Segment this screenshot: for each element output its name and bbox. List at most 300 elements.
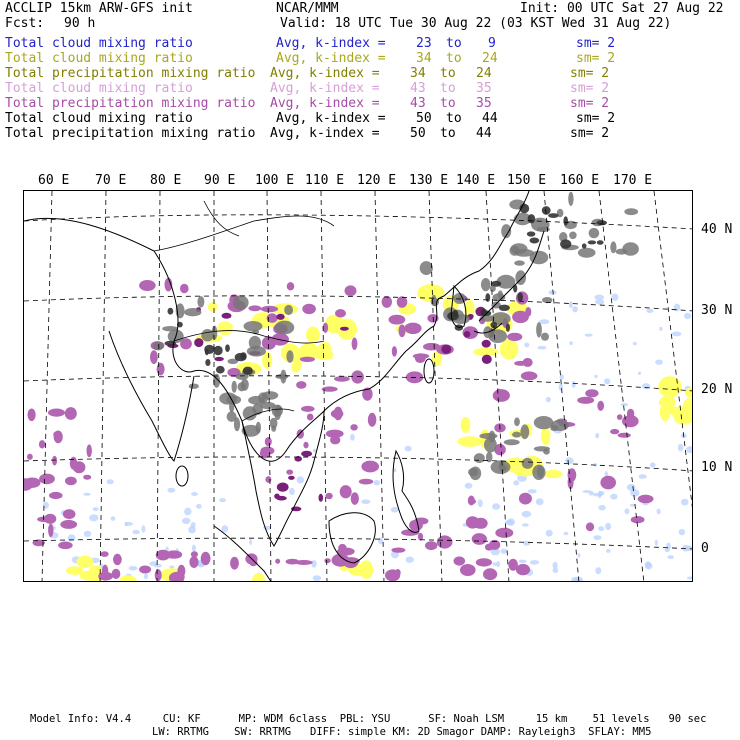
layer-purple-patch [631, 516, 645, 523]
layer-purple-patch [331, 409, 344, 418]
layer-low-patch [391, 507, 399, 513]
layer-gray-patch [420, 261, 433, 275]
layer-low-patch [297, 476, 304, 483]
layer-low-patch [655, 360, 663, 365]
layer-purple-patch [460, 564, 476, 576]
lon-label: 140 E [456, 173, 496, 188]
field-k1: 50 [410, 126, 426, 141]
lon-label: 120 E [357, 173, 397, 188]
layer-gray-patch [512, 432, 521, 438]
layer-gray-patch [244, 321, 263, 332]
field-avg: Avg, k-index = [276, 36, 386, 51]
layer-low-patch [565, 457, 574, 464]
layer-purple-patch [301, 406, 315, 412]
layer-gray-patch [286, 350, 293, 363]
layer-purple-patch [351, 492, 359, 505]
layer-low-patch [686, 446, 693, 453]
layer-low-patch [522, 511, 532, 518]
map-panel [23, 190, 693, 582]
layer-purple-patch [454, 556, 466, 565]
layer-low-patch [630, 504, 635, 507]
layer-low-patch [111, 516, 116, 521]
layer-low-patch [83, 493, 91, 496]
layer-low-patch [667, 555, 674, 559]
layer-purple-patch [288, 476, 295, 480]
layer-purple-patch [139, 280, 156, 291]
layer-yellow-patch [417, 284, 444, 302]
layer-purple-patch [112, 569, 121, 579]
layer-purple-patch [319, 494, 324, 502]
layer-purple-patch [525, 307, 531, 317]
field-k1: 43 [410, 81, 426, 96]
layer-purple-patch [265, 437, 272, 446]
layer-purple-patch [350, 424, 357, 430]
layer-gray-patch [243, 367, 253, 375]
layer-gray-patch [205, 359, 210, 366]
layer-gray-patch [197, 296, 204, 307]
field-avg: Avg, k-index = [270, 96, 380, 111]
layer-gray-patch [597, 240, 604, 245]
field-avg: Avg, k-index = [270, 66, 380, 81]
layer-purple-patch [391, 548, 405, 553]
layer-gray-patch [275, 321, 295, 335]
layer-purple-patch [597, 401, 604, 411]
layer-low-patch [546, 530, 553, 537]
layer-purple-patch [441, 345, 451, 354]
field-sm: sm= 2 [570, 96, 610, 111]
layer-gray-patch [233, 295, 249, 310]
layer-low-patch [196, 504, 202, 509]
layer-purple-patch [519, 493, 532, 505]
layer-low-patch [612, 294, 619, 301]
layer-purple-patch [87, 444, 92, 457]
layer-purple-patch [483, 568, 497, 580]
layer-purple-patch [397, 296, 408, 308]
field-k2: 35 [476, 96, 492, 111]
layer-low-patch [659, 327, 662, 331]
layer-low-patch [129, 566, 138, 571]
layer-low-patch [478, 499, 483, 507]
layer-gray-patch [162, 326, 178, 331]
layer-low-patch [538, 346, 547, 350]
layer-gray-patch [541, 333, 549, 341]
layer-low-patch [523, 541, 530, 546]
layer-gray-patch [548, 213, 559, 218]
layer-gray-patch [578, 248, 596, 258]
layer-purple-patch [586, 522, 594, 531]
layer-purple-patch [516, 564, 530, 575]
layer-low-patch [593, 535, 601, 540]
lat-label: 20 N [701, 382, 733, 397]
layer-low-patch [687, 576, 693, 579]
org-label: NCAR/MMM [276, 1, 339, 16]
layer-purple-patch [157, 363, 165, 376]
field-k2: 9 [488, 36, 496, 51]
layer-purple-patch [359, 479, 373, 485]
layer-purple-patch [413, 353, 429, 358]
layer-yellow-patch [293, 359, 301, 371]
layer-gray-patch [214, 346, 223, 355]
layer-low-patch [672, 332, 682, 337]
title: ACCLIP 15km ARW-GFS init [5, 1, 193, 16]
layer-low-patch [313, 575, 322, 581]
layer-purple-patch [345, 285, 357, 296]
layer-low-patch [633, 342, 637, 345]
layer-low-patch [594, 295, 604, 301]
layer-low-patch [378, 537, 383, 544]
layer-gray-patch [168, 308, 174, 315]
layer-low-patch [522, 523, 529, 526]
layer-purple-patch [261, 306, 278, 312]
layer-yellow-patch [119, 575, 136, 582]
layer-purple-patch [276, 496, 287, 501]
field-k2: 24 [482, 51, 498, 66]
layer-purple-patch [404, 323, 421, 334]
layer-low-patch [569, 301, 573, 308]
layer-gray-patch [532, 465, 545, 480]
layer-gray-patch [514, 260, 525, 265]
layer-low-patch [89, 514, 98, 521]
layer-purple-patch [60, 520, 77, 529]
layer-low-patch [501, 549, 507, 554]
layer-low-patch [599, 491, 605, 496]
layer-low-patch [249, 539, 252, 545]
layer-low-patch [528, 489, 537, 493]
layer-low-patch [681, 499, 689, 506]
layer-low-patch [191, 492, 198, 496]
layer-gray-patch [431, 295, 436, 306]
layer-low-patch [132, 530, 140, 534]
layer-gray-patch [624, 208, 638, 215]
layer-low-patch [687, 546, 693, 551]
layer-low-patch [546, 397, 551, 402]
layer-low-patch [589, 491, 594, 496]
layer-low-patch [621, 403, 629, 406]
meridian-80e [157, 191, 160, 582]
layer-purple-patch [437, 535, 453, 548]
field-avg: Avg, k-index = [276, 51, 386, 66]
field-k2: 44 [482, 111, 498, 126]
layer-low-patch [539, 319, 549, 324]
layer-low-patch [595, 433, 599, 438]
layer-purple-patch [326, 430, 344, 438]
field-name: Total cloud mixing ratio [5, 111, 193, 126]
layer-gray-patch [622, 242, 639, 256]
layer-low-patch [638, 372, 641, 376]
layer-yellow-patch [359, 560, 373, 578]
layer-purple-patch [361, 461, 379, 473]
field-k2: 24 [476, 66, 492, 81]
field-sm: sm= 2 [570, 126, 610, 141]
layer-gray-patch [514, 249, 534, 257]
layer-low-patch [144, 574, 148, 580]
layer-purple-patch [28, 409, 36, 422]
layer-purple-patch [476, 558, 492, 566]
field-k1: 34 [416, 51, 432, 66]
field-name: Total precipitation mixing ratio [5, 126, 256, 141]
layer-purple-patch [113, 554, 122, 565]
layer-yellow-patch [461, 417, 471, 433]
layer-purple-patch [222, 313, 232, 319]
layer-purple-patch [399, 325, 406, 338]
layer-low-patch [492, 503, 500, 510]
layer-gray-patch [534, 416, 554, 429]
layer-gray-patch [189, 384, 199, 389]
layer-gray-patch [589, 228, 600, 238]
layer-gray-patch [530, 238, 540, 244]
layer-low-patch [406, 557, 414, 563]
layer-purple-patch [466, 516, 479, 528]
layer-purple-patch [472, 533, 487, 545]
layer-purple-patch [27, 454, 33, 460]
parallel-30n [24, 296, 693, 311]
layer-purple-patch [189, 556, 198, 568]
layer-gray-patch [563, 216, 568, 225]
layer-low-patch [639, 474, 647, 479]
layer-purple-patch [24, 478, 41, 488]
layer-yellow-patch [208, 302, 218, 312]
field-sm: sm= 2 [576, 111, 616, 126]
layer-low-patch [563, 532, 568, 536]
layer-gray-patch [569, 232, 577, 240]
layer-gray-patch [284, 305, 293, 315]
layer-purple-patch [485, 544, 493, 551]
layer-purple-patch [70, 457, 77, 470]
layer-purple-patch [39, 440, 45, 448]
layer-gray-patch [588, 240, 597, 244]
field-sm: sm= 2 [576, 51, 616, 66]
layer-purple-patch [177, 573, 185, 582]
layer-purple-patch [302, 304, 316, 314]
layer-gray-patch [235, 353, 247, 361]
layer-low-patch [624, 508, 629, 514]
layer-purple-patch [610, 429, 619, 434]
parallel-10n [24, 457, 693, 471]
layer-low-patch [149, 561, 158, 566]
layer-purple-patch [65, 407, 77, 420]
layer-purple-patch [194, 338, 203, 347]
coastline-srilanka [176, 466, 188, 486]
layer-purple-patch [180, 284, 189, 294]
layer-yellow-patch [458, 436, 483, 447]
lon-label: 130 E [409, 173, 449, 188]
layer-purple-patch [287, 282, 295, 290]
layer-low-patch [374, 480, 380, 485]
layer-purple-patch [368, 413, 377, 427]
lon-label: 160 E [560, 173, 600, 188]
lon-label: 110 E [305, 173, 345, 188]
field-k1: 23 [416, 36, 432, 51]
layer-gray-patch [247, 346, 266, 357]
field-to: to [440, 126, 456, 141]
layer-low-patch [650, 462, 656, 467]
coastline-sumatra [214, 526, 272, 582]
lon-label: 60 E [38, 173, 70, 188]
layer-low-patch [219, 498, 226, 502]
layer-gray-patch [452, 310, 458, 317]
fcst-value: 90 h [64, 16, 96, 31]
layer-gray-patch [520, 424, 529, 439]
layer-purple-patch [150, 350, 158, 364]
layer-low-patch [595, 567, 601, 574]
layer-purple-patch [296, 381, 306, 389]
layer-yellow-patch [318, 343, 327, 359]
layer-purple-patch [260, 447, 274, 455]
layer-gray-patch [514, 417, 520, 426]
layer-yellow-patch [218, 321, 233, 335]
layer-gray-patch [491, 281, 501, 287]
model-info-line2: LW: RRTMG SW: RRTMG DIFF: simple KM: 2D Smagor DAMP: Rayleigh3 SFLAY: MM5 [152, 726, 652, 738]
layer-gray-patch [234, 417, 240, 431]
layer-gray-patch [568, 192, 573, 206]
layer-gray-patch [582, 243, 587, 248]
layer-gray-patch [216, 366, 225, 374]
fcst-label: Fcst: [5, 16, 45, 31]
model-info-line1: Model Info: V4.4 CU: KF MP: WDM 6class PBL: YSU SF: Noah LSM 15 km 51 levels 90 sec [30, 713, 707, 725]
field-avg: Avg, k-index = [270, 81, 380, 96]
field-to: to [440, 96, 456, 111]
layer-low-patch [182, 518, 191, 524]
layer-gray-patch [506, 323, 510, 331]
layer-purple-patch [618, 433, 631, 438]
layer-purple-patch [65, 477, 77, 486]
field-sm: sm= 2 [576, 36, 616, 51]
layer-low-patch [68, 534, 76, 541]
layer-purple-patch [63, 509, 76, 519]
layer-purple-patch [600, 476, 616, 490]
layer-low-patch [350, 434, 355, 441]
init-time: Init: 00 UTC Sat 27 Aug 22 [520, 1, 724, 16]
layer-low-patch [465, 483, 473, 489]
layer-low-patch [605, 523, 611, 530]
layer-yellow-patch [544, 470, 562, 478]
field-name: Total cloud mixing ratio [5, 51, 193, 66]
layer-gray-patch [596, 220, 607, 225]
layer-purple-patch [52, 456, 57, 466]
lat-label: 40 N [701, 222, 733, 237]
lon-label: 90 E [204, 173, 236, 188]
layer-low-patch [507, 518, 515, 526]
layer-purple-patch [166, 550, 183, 558]
layer-gray-patch [560, 239, 571, 248]
layer-gray-patch [551, 420, 569, 431]
layer-low-patch [572, 306, 578, 312]
field-sm: sm= 2 [570, 66, 610, 81]
layer-purple-patch [325, 493, 332, 499]
layer-purple-patch [277, 483, 289, 492]
layer-low-patch [548, 290, 556, 294]
field-name: Total cloud mixing ratio [5, 36, 193, 51]
layer-low-patch [405, 446, 412, 452]
meridian-110e [321, 191, 327, 582]
layer-low-patch [572, 381, 576, 388]
layer-gray-patch [232, 381, 237, 393]
lon-label: 150 E [507, 173, 547, 188]
layer-purple-patch [392, 346, 397, 357]
layer-purple-patch [340, 327, 349, 331]
layer-purple-patch [265, 476, 271, 483]
layer-low-patch [553, 568, 559, 573]
field-k1: 43 [410, 96, 426, 111]
layer-yellow-patch [252, 573, 265, 582]
layer-purple-patch [83, 475, 91, 480]
layer-gray-patch [536, 322, 542, 337]
layer-low-patch [610, 494, 617, 500]
layer-gray-patch [256, 422, 261, 434]
layer-low-patch [169, 566, 174, 569]
layer-purple-patch [495, 528, 513, 538]
coastline-taiwan [424, 359, 434, 383]
layer-low-patch [107, 479, 114, 484]
field-k2: 44 [476, 126, 492, 141]
layer-gray-patch [499, 305, 510, 311]
lon-label: 100 E [255, 173, 295, 188]
field-avg: Avg, k-index = [270, 126, 380, 141]
layer-low-patch [679, 529, 685, 535]
layer-low-patch [221, 525, 228, 532]
field-name: Total cloud mixing ratio [5, 81, 193, 96]
layer-purple-patch [585, 389, 598, 397]
layer-low-patch [559, 384, 564, 391]
layer-purple-patch [286, 470, 293, 475]
field-to: to [440, 81, 456, 96]
layer-low-patch [84, 531, 92, 537]
layer-low-patch [645, 562, 652, 569]
layer-purple-patch [230, 557, 239, 570]
meridian-70e [100, 191, 106, 582]
layer-purple-patch [617, 414, 623, 420]
layer-low-patch [93, 507, 99, 511]
meridian-100e [267, 191, 271, 582]
parallel-0 [24, 538, 693, 549]
field-k1: 34 [410, 66, 426, 81]
layer-gray-patch [528, 214, 536, 223]
layer-purple-patch [335, 309, 346, 317]
layer-low-patch [657, 509, 661, 515]
layer-low-patch [665, 548, 670, 552]
layer-purple-patch [276, 314, 284, 320]
layer-purple-patch [469, 499, 476, 504]
layer-purple-patch [332, 554, 350, 567]
layer-purple-patch [334, 376, 350, 382]
layer-purple-patch [382, 296, 392, 308]
field-k1: 50 [416, 111, 432, 126]
layer-low-patch [289, 488, 295, 496]
layer-purple-patch [507, 333, 522, 341]
layer-low-patch [684, 313, 691, 319]
layer-low-patch [598, 505, 605, 510]
layer-purple-patch [248, 305, 261, 311]
meridian-170e [654, 191, 693, 521]
layer-yellow-patch [659, 396, 675, 409]
layer-gray-patch [204, 345, 214, 354]
layer-purple-patch [300, 357, 315, 362]
layer-low-patch [496, 561, 500, 567]
layer-yellow-patch [500, 339, 519, 359]
layer-low-patch [191, 522, 196, 528]
layer-low-patch [361, 499, 370, 504]
layer-purple-patch [409, 520, 423, 531]
layer-purple-patch [155, 569, 162, 581]
layer-purple-patch [340, 485, 352, 498]
layer-purple-patch [275, 559, 280, 564]
field-k2: 35 [476, 81, 492, 96]
layer-low-patch [184, 508, 191, 516]
field-name: Total precipitation mixing ratio [5, 96, 256, 111]
layer-purple-patch [638, 495, 654, 504]
layer-purple-patch [39, 474, 55, 485]
coastline-india [109, 331, 194, 461]
